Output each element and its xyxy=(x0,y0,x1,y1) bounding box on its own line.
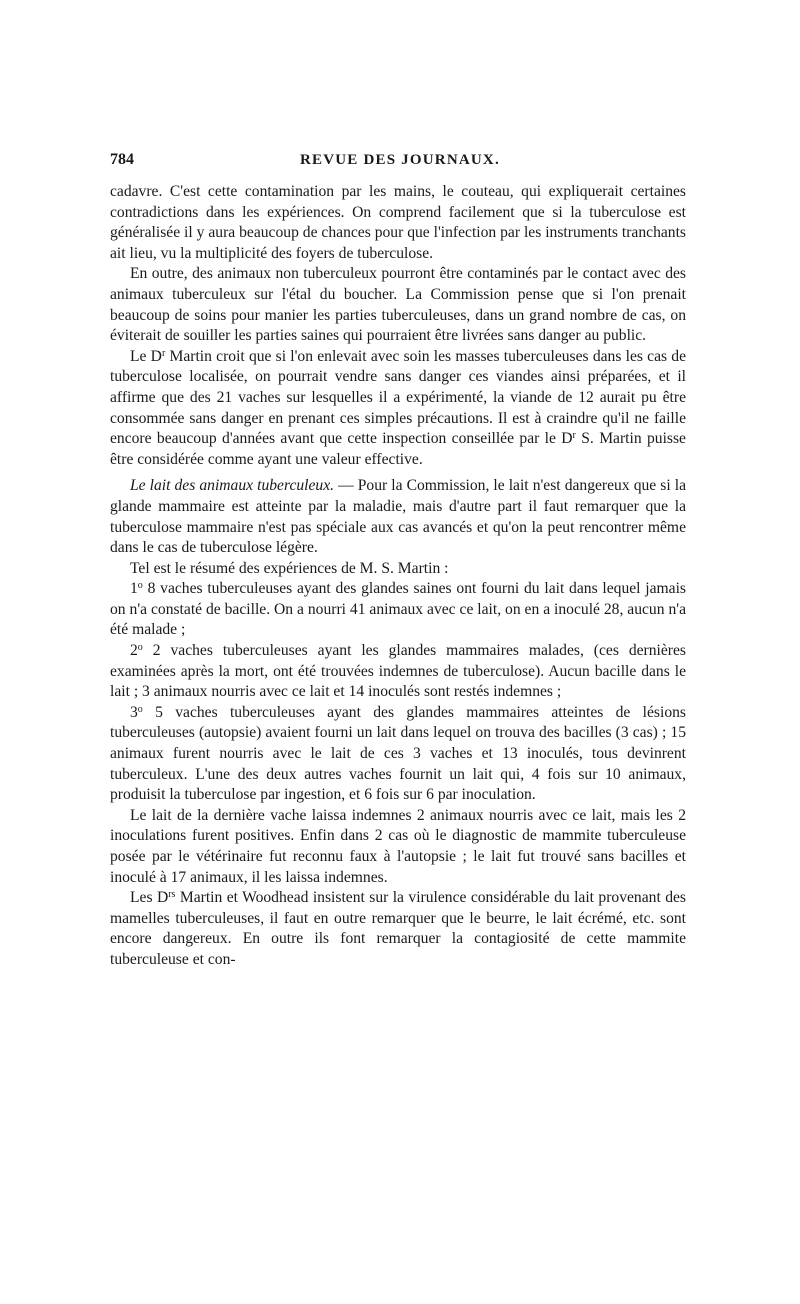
item-number: 2 xyxy=(130,642,138,660)
superscript: rs xyxy=(168,889,176,901)
text-fragment: S. Martin puisse être considérée comme ayant une valeur effective. xyxy=(110,430,686,468)
text-fragment: Martin et Woodhead insistent sur la virulence considérable du lait provenant des mamelles tuberculeuses, il faut en outre remarquer que le beurre, le lait écrémé, etc. sont encore dangereux. En outre ils font remarquer la contagiosité de cette mammite tuberculeuse et con- xyxy=(110,889,686,968)
page-number: 784 xyxy=(110,151,134,168)
superscript: o xyxy=(137,580,143,592)
superscript: r xyxy=(161,347,166,359)
item-number: 1 xyxy=(130,580,138,598)
paragraph-commission: En outre, des animaux non tuberculeux pourront être contaminés par le contact avec des animaux tuberculeux sur l'étal du boucher. La Commission pense que si l'on prenait beaucoup de soins pour manier les parties tuberculeuses, dans un grand nombre de cas, on éviterait de souiller les parties saines qui pourraient être livrées sans danger au public. xyxy=(110,265,686,345)
paragraph-contamination: cadavre. C'est cette contamination par les mains, le couteau, qui expliquerait certaines contradictions dans les expériences. On comprend facilement que si la tuberculose est généralisée il y aura beaucoup de chances pour que l'infection par les instruments tranchants ait lieu, vu la multiplicité des foyers de tuberculose. xyxy=(110,183,686,262)
superscript: r xyxy=(572,430,576,442)
superscript: o xyxy=(137,642,143,654)
text-block xyxy=(110,150,686,971)
paragraph-item-2 xyxy=(110,641,686,703)
text-fragment: 8 vaches tuberculeuses ayant des glandes saines ont fourni du lait dans lequel jamais on n'a constaté de bacille. On a nourri 41 animaux avec ce lait, on en a inoculé 28, aucun n'a été malade ; xyxy=(110,580,686,639)
paragraph-martin xyxy=(110,347,686,471)
text-fragment: Les D xyxy=(130,889,169,907)
section-title: Le lait des animaux tuberculeux. xyxy=(130,477,335,495)
page-header xyxy=(110,150,686,176)
paragraph-resume: Tel est le résumé des expériences de M. S. Martin : xyxy=(130,559,449,577)
text-fragment: Martin croit que si l'on enlevait avec soin les masses tuberculeuses dans les cas de tuberculose localisée, on pourrait vendre sans danger ces viandes ainsi préparées, et il affirme que des 21 vaches sur lesquelles il a expérimenté, la viande de 12 aurait pu être consommée sans danger en prenant ces simples précautions. Il est à craindre qu'il ne faille encore beaucoup d'années avant que cette inspection conseillée par le D xyxy=(110,347,686,448)
paragraph-woodhead xyxy=(110,888,686,970)
paragraph-item-3 xyxy=(110,703,686,806)
running-head: REVUE DES JOURNAUX. xyxy=(300,152,500,168)
paragraph-lait xyxy=(110,476,686,558)
text-fragment: — Pour la Commission, le lait n'est dangereux que si la glande mammaire est atteinte par la maladie, mais d'autre part il faut remarquer que la tuberculose mammaire n'est pas spéciale aux cas avancés et qu'on la peut rencontrer même dans le cas de tuberculose légère. xyxy=(110,477,686,557)
text-fragment: Le D xyxy=(130,347,162,365)
text-fragment: 2 vaches tuberculeuses ayant les glandes mammaires malades, (ces dernières examinées après la mort, ont été trouvées indemnes de tuberculose). Aucun bacille dans le lait ; 3 animaux nourris avec ce lait et 14 inoculés sont restés indemnes ; xyxy=(110,642,686,701)
item-number: 3 xyxy=(130,703,138,721)
superscript: o xyxy=(137,703,143,715)
paragraph-item-1 xyxy=(110,579,686,641)
text-fragment: 5 vaches tuberculeuses ayant des glandes mammaires atteintes de lésions tuberculeuses (autopsie) avaient fourni un lait dans lequel on trouva des bacilles (3 cas) ; 15 animaux furent nourris avec le lait de ces 3 vaches et 13 inoculés, tous devinrent tuberculeux. L'une des deux autres vaches fournit un lait qui, 4 fois sur 10 animaux, produisit la tuberculose par ingestion, et 6 fois sur 6 par inoculation. xyxy=(110,703,686,804)
paragraph-derniere-vache: Le lait de la dernière vache laissa indemnes 2 animaux nourris avec ce lait, mais les 2 inoculations furent positives. Enfin dans 2 cas où le diagnostic de mammite tuberculeuse posée par le vétérinaire fut reconnu faux à l'autopsie ; le lait fut trouvé sans bacilles et inoculé à 17 animaux, il les laissa indemnes. xyxy=(110,806,686,886)
